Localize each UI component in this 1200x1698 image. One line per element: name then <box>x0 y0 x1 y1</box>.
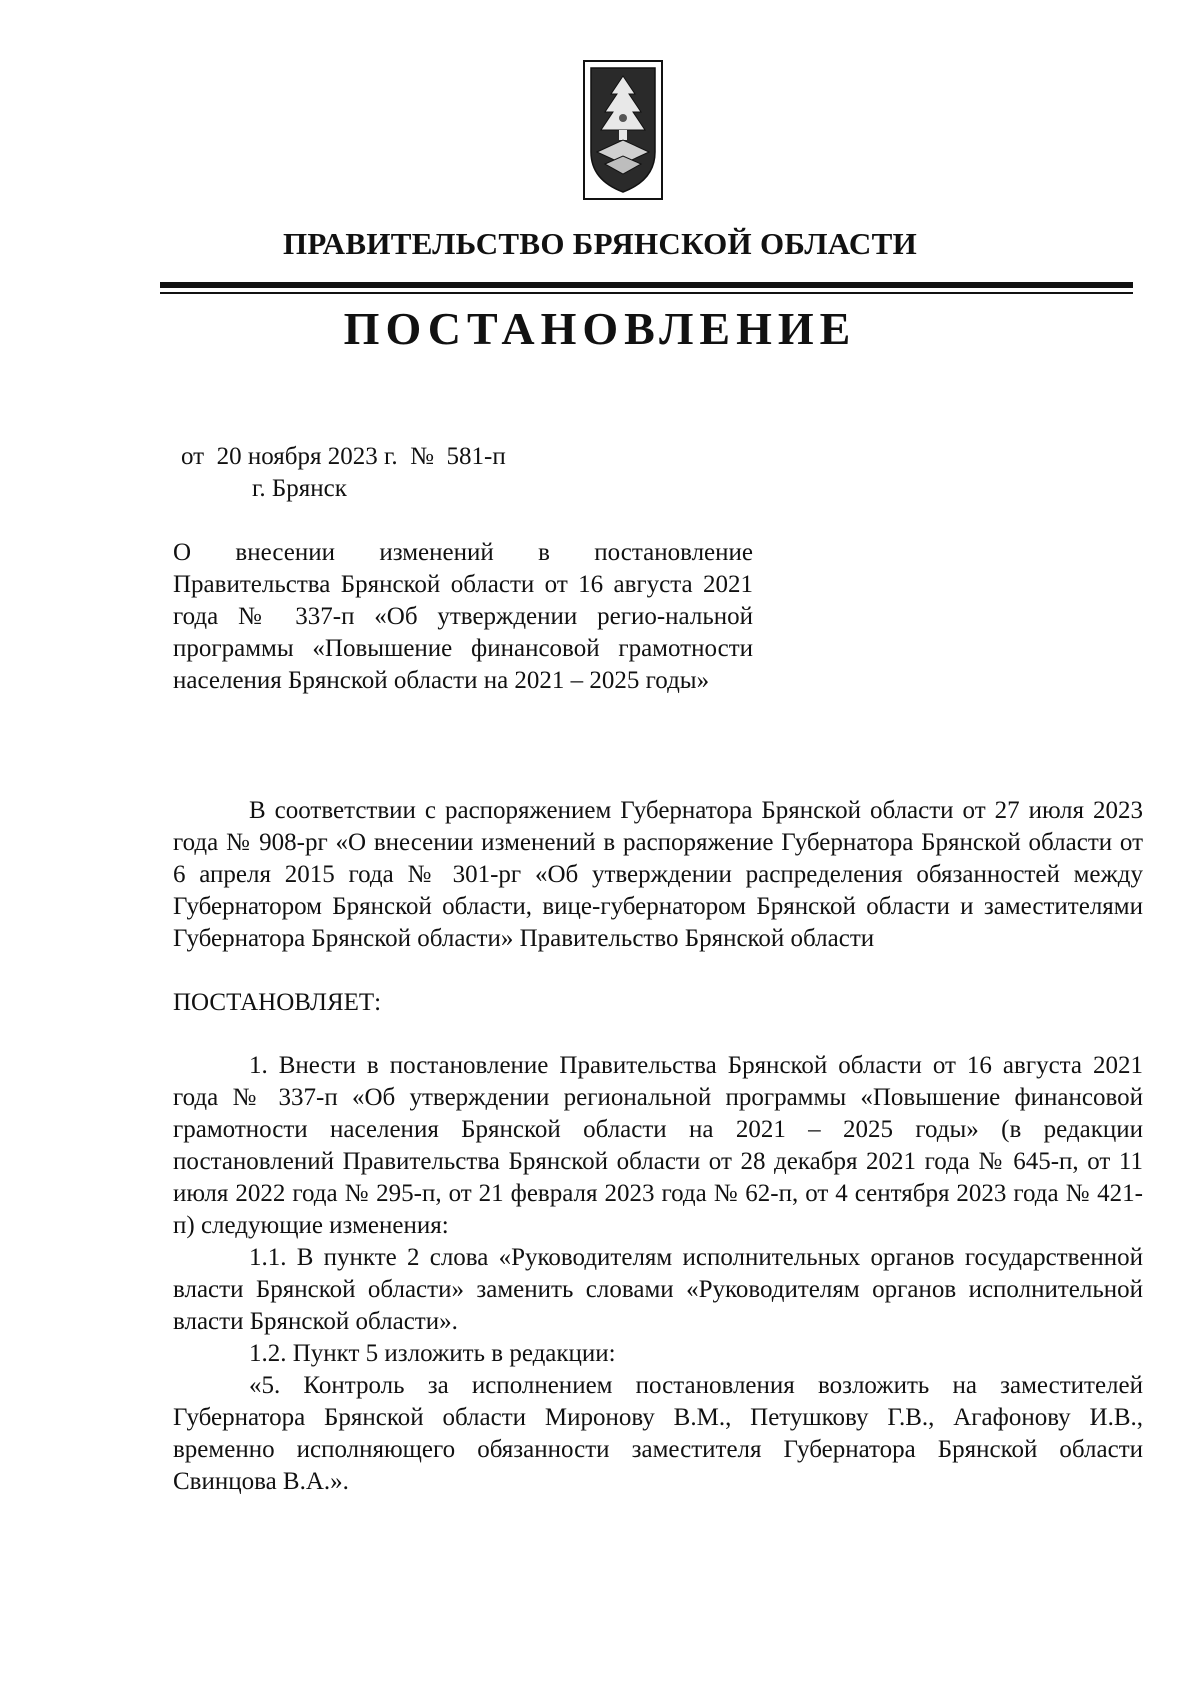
document-date-number: от 20 ноября 2023 г. № 581-п <box>181 443 506 470</box>
document-subject: О внесении изменений в постановление Правительства Брянской области от 16 августа 2021 года № 337-п «Об утверждении регио-нальной программы «Повышение финансовой грамотности населения Брянской области на 2021 – 2025 годы» <box>173 539 753 694</box>
resolves-heading: ПОСТАНОВЛЯЕТ: <box>173 989 382 1016</box>
header-rule-thin <box>160 292 1133 294</box>
document-city: г. Брянск <box>252 475 347 502</box>
resolution-item: 1.2. Пункт 5 изложить в редакции: <box>249 1340 616 1367</box>
document-type-title: ПОСТАНОВЛЕНИЕ <box>343 303 857 354</box>
resolution-item: 1.1. В пункте 2 слова «Руководителям исполнительных органов государственной власти Брянской области» заменить словами «Руководителям органов исполнительной власти Брянской области». <box>173 1244 1143 1335</box>
coat-of-arms-emblem <box>583 60 663 200</box>
preamble-text: В соответствии с распоряжением Губернатора Брянской области от 27 июля 2023 года № 908-рг «О внесении изменений в распоряжение Губернатора Брянской области от 6 апреля 2015 года № 301-рг «Об утверждении распределения обязанностей между Губернатором Брянской области, вице-губернатором Брянской области и заместителями Губернатора Брянской области» Правительство Брянской области <box>173 797 1143 952</box>
government-title: ПРАВИТЕЛЬСТВО БРЯНСКОЙ ОБЛАСТИ <box>282 226 918 261</box>
header-rule-thick <box>160 282 1133 288</box>
resolution-item: 1. Внести в постановление Правительства Брянской области от 16 августа 2021 года № 337-п «Об утверждении региональной программы «Повышение финансовой грамотности населения Брянской области на 2021 – 2025 годы» (в редакции постановлений Правительства Брянской области от 28 декабря 2021 года № 645-п, от 11 июля 2022 года № 295-п, от 21 февраля 2023 года № 62-п, от 4 сентября 2023 года № 421-п) следующие изменения: <box>173 1052 1143 1239</box>
resolution-item: «5. Контроль за исполнением постановления возложить на заместителей Губернатора Брянской области Миронову В.М., Петушкову Г.В., Агафонову И.В., временно исполняющего обязанности заместителя Губернатора Брянской области Свинцова В.А.». <box>173 1372 1143 1495</box>
resolution-items <box>173 1050 1143 1498</box>
preamble-paragraph <box>173 795 1143 955</box>
